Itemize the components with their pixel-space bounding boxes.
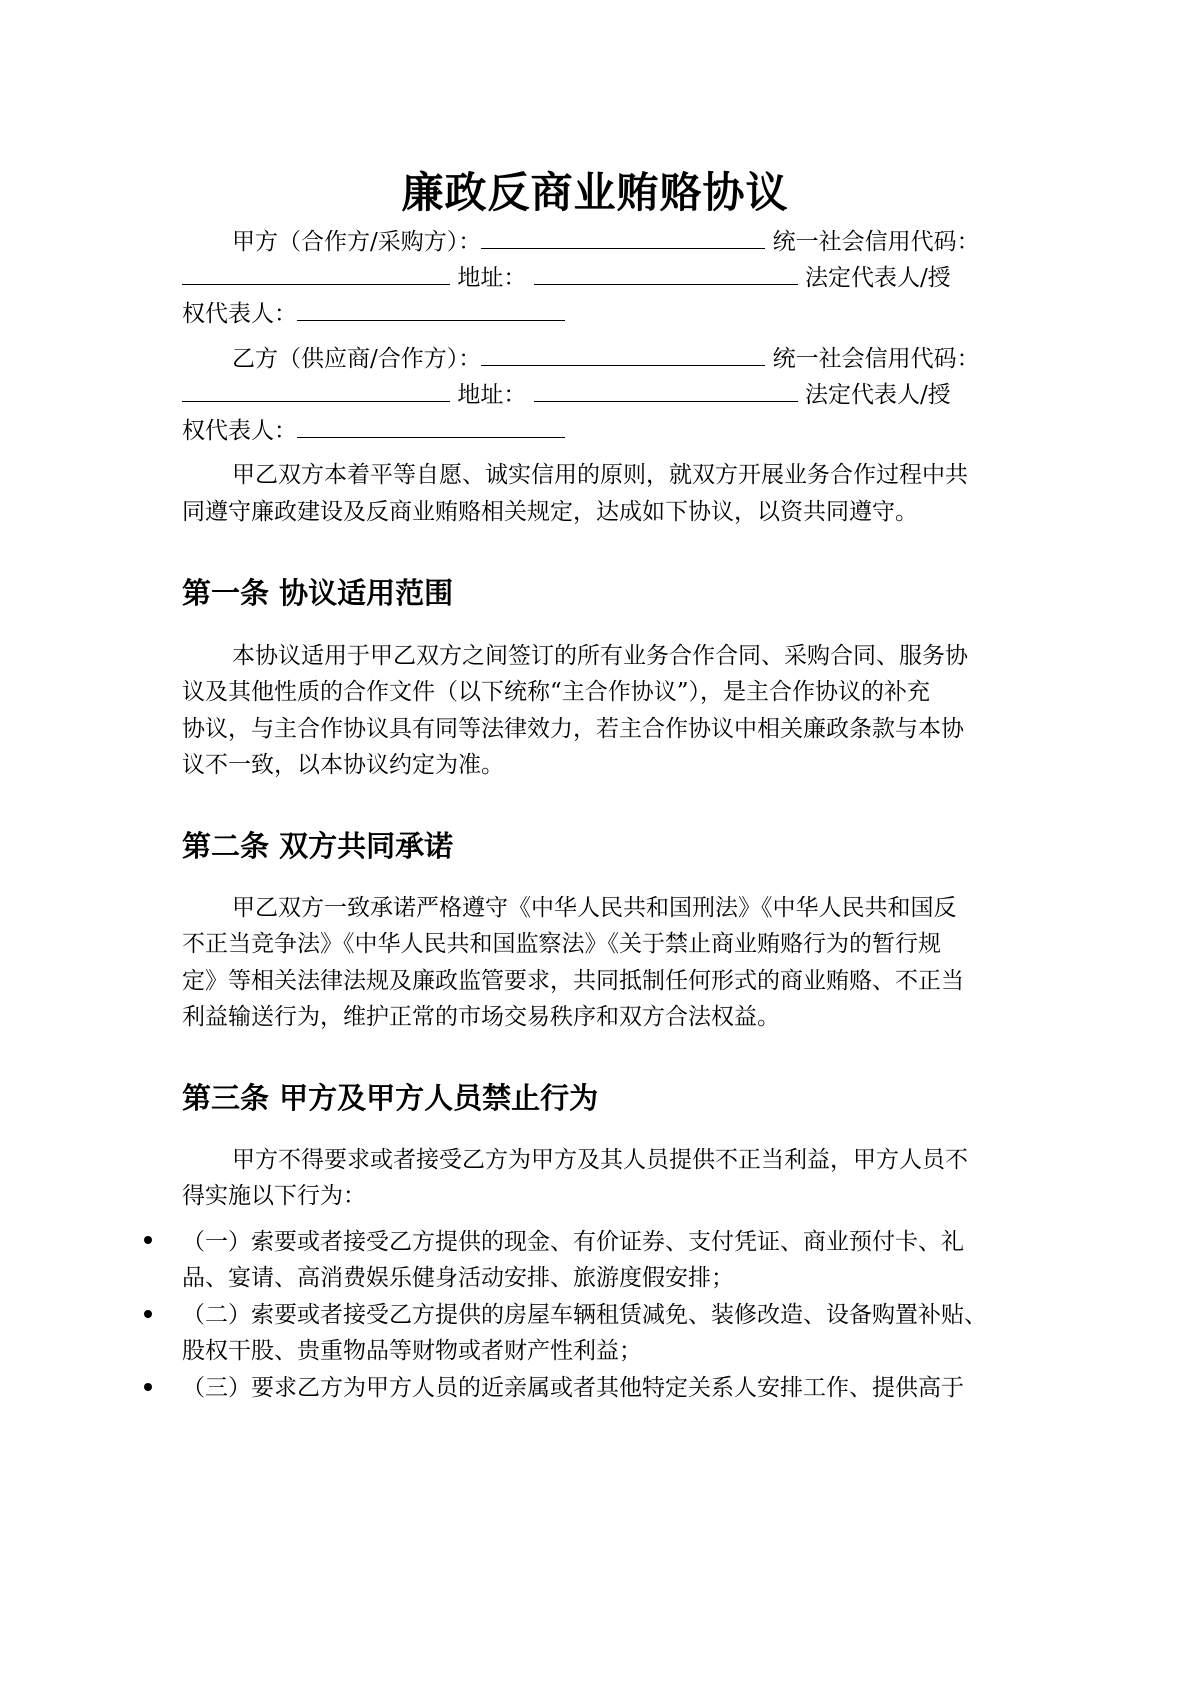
party-a-rep-label-1: 法定代表人/授: [804, 265, 951, 291]
party-b-address-label: 地址：: [457, 382, 527, 408]
party-a-line-1: [232, 226, 980, 256]
party-b-rep-field[interactable]: [297, 415, 565, 438]
party-a-credit-code-label: 统一社会信用代码：: [772, 229, 980, 255]
article-1-line-1: 本协议适用于甲乙双方之间签订的所有业务合作合同、采购合同、服务协: [232, 643, 968, 669]
party-b-label: 乙方（供应商/合作方）：: [232, 346, 482, 372]
party-b-credit-code-label: 统一社会信用代码：: [772, 346, 980, 372]
party-a-name-field[interactable]: [481, 226, 765, 249]
article-3-item-1-line-2: 品、宴请、高消费娱乐健身活动安排、旅游度假安排；: [182, 1265, 734, 1291]
article-2-line-2: 不正当竞争法》《中华人民共和国监察法》《关于禁止商业贿赂行为的暂行规: [182, 931, 941, 957]
party-a-rep-label-2: 权代表人：: [182, 301, 297, 327]
party-a-label: 甲方（合作方/采购方）：: [232, 229, 482, 255]
party-b-line-1: [232, 343, 980, 373]
party-b-line-2: [182, 379, 951, 409]
party-b-name-field[interactable]: [481, 343, 765, 366]
article-2-line-1: 甲乙双方一致承诺严格遵守《中华人民共和国刑法》《中华人民共和国反: [232, 895, 957, 921]
list-bullet-2: [144, 1310, 152, 1318]
article-3-intro-line-2: 得实施以下行为：: [182, 1183, 366, 1209]
article-2-line-4: 利益输送行为，维护正常的市场交易秩序和双方合法权益。: [182, 1004, 780, 1030]
party-a-address-label: 地址：: [457, 265, 527, 291]
document-title: 廉政反商业贿赂协议: [401, 168, 789, 217]
party-a-line-2: [182, 262, 951, 292]
article-2-line-3: 定》等相关法律法规及廉政监管要求，共同抵制任何形式的商业贿赂、不正当: [182, 968, 964, 994]
party-b-rep-label-2: 权代表人：: [182, 418, 297, 444]
party-b-address-field[interactable]: [534, 379, 798, 402]
article-1-line-4: 议不一致，以本协议约定为准。: [182, 752, 504, 778]
article-3-heading: 第三条 甲方及甲方人员禁止行为: [182, 1081, 599, 1115]
article-3-item-2-line-1: （二）索要或者接受乙方提供的房屋车辆租赁减免、装修改造、设备购置补贴、: [182, 1302, 987, 1328]
list-bullet-3: [144, 1383, 152, 1391]
article-3-item-1-line-1: （一）索要或者接受乙方提供的现金、有价证券、支付凭证、商业预付卡、礼: [182, 1229, 964, 1255]
party-a-credit-code-field[interactable]: [182, 262, 450, 285]
article-1-heading: 第一条 协议适用范围: [182, 576, 454, 610]
preamble-line-2: 同遵守廉政建设及反商业贿赂相关规定，达成如下协议，以资共同遵守。: [182, 499, 918, 525]
article-3-item-2-line-2: 股权干股、贵重物品等财物或者财产性利益；: [182, 1338, 642, 1364]
preamble-line-1: 甲乙双方本着平等自愿、诚实信用的原则，就双方开展业务合作过程中共: [232, 462, 968, 488]
list-bullet-1: [144, 1236, 152, 1244]
article-1-line-3: 协议，与主合作协议具有同等法律效力，若主合作协议中相关廉政条款与本协: [182, 716, 964, 742]
party-b-credit-code-field[interactable]: [182, 379, 450, 402]
party-a-line-3: [182, 298, 565, 328]
party-a-rep-field[interactable]: [297, 298, 565, 321]
article-2-heading: 第二条 双方共同承诺: [182, 829, 454, 863]
article-1-line-2: 议及其他性质的合作文件（以下统称“主合作协议”），是主合作协议的补充: [182, 679, 931, 705]
party-b-rep-label-1: 法定代表人/授: [804, 382, 951, 408]
article-3-intro-line-1: 甲方不得要求或者接受乙方为甲方及其人员提供不正当利益，甲方人员不: [232, 1147, 968, 1173]
party-a-address-field[interactable]: [534, 262, 798, 285]
party-b-line-3: [182, 415, 565, 445]
article-3-item-3-line-1: （三）要求乙方为甲方人员的近亲属或者其他特定关系人安排工作、提供高于: [182, 1375, 964, 1401]
